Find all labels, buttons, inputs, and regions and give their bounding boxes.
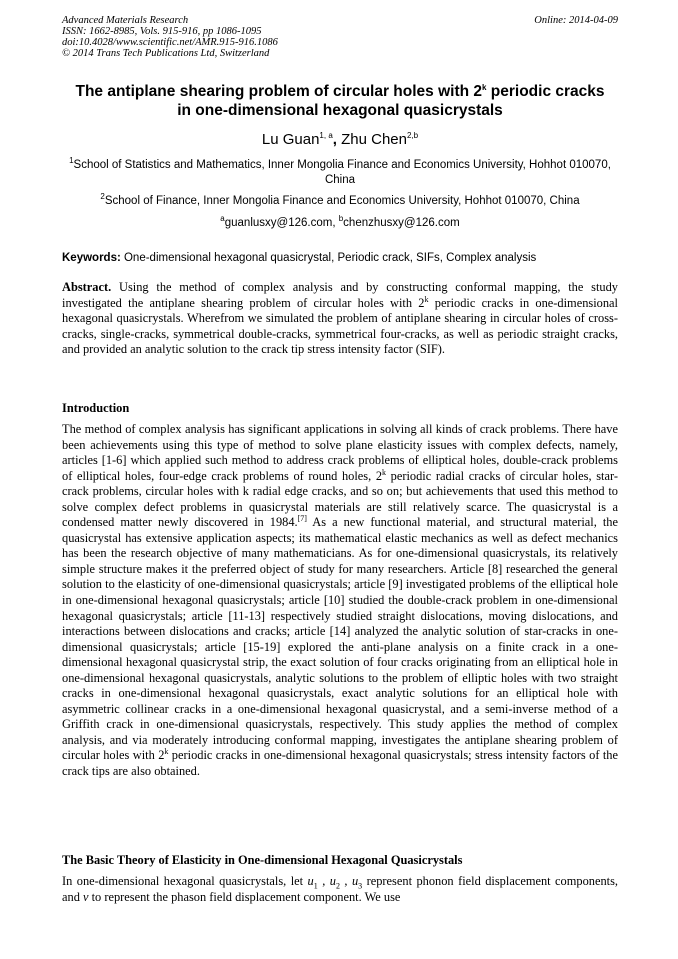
author-separator: , bbox=[332, 131, 342, 148]
journal-copyright: © 2014 Trans Tech Publications Ltd, Switzerland bbox=[62, 48, 270, 59]
intro-text-3: As a new functional material, and structural material, the quasicrystal has extensive application aspects; its mathematical elastic mechanics as well as defect mechanics has been the research objective of many mathematicians. As for one-dimensional quasicrystals, its relatively simple structure makes it the preferred object of study for many researchers. Article [8] researched the general solution to the elasticity of one-dimensional quasicrystals; article [9] investigated problems of the elliptical hole in one-dimensional hexagonal quasicrystals; article [10] studied the double-crack problem in one-dimensional hexagonal quasicrystals; article [11-13] respectively studied straight dislocations, moving dislocations, and interactions between dislocations and cracks; article [14] analyzed the analytic solution of star-cracks in one-dimensional quasicrystals; article [15-19] explored the anti-plane analysis on a finite crack in a one-dimensional hexagonal quasicrystal strip, the exact solution of four cracks originating from an elliptical hole in one-dimensional hexagonal quasicrystals, analytic solutions to the problem of elliptic holes with two straight cracks in one-dimensional hexagonal quasicrystals, exact analytic solutions for an elliptical hole with asymmetric collinear cracks in a one-dimensional hexagonal quasicrystal, and a semi-inverse method of a Griffith crack in one-dimensional quasicrystals, respectively. This study applies the method of complex analysis, and via moderately introducing conformal mapping, investigates the antiplane shearing problem of circular holes with 2 bbox=[62, 515, 618, 763]
journal-name: Advanced Materials Research bbox=[62, 15, 189, 26]
author-1: Lu Guan bbox=[261, 131, 320, 148]
comma-1: , bbox=[317, 874, 330, 888]
abstract-sup: k bbox=[424, 294, 429, 304]
comma-2: , bbox=[339, 874, 352, 888]
abstract-label: Abstract. bbox=[62, 280, 112, 294]
basic-theory-heading: The Basic Theory of Elasticity in One-dimensional Hexagonal Quasicrystals bbox=[62, 853, 463, 867]
affiliation-2-text: School of Finance, Inner Mongolia Finance and Economics University, Hohhot 010070, China bbox=[104, 195, 580, 207]
abstract-text-2: periodic cracks in one-dimensional hexagonal quasicrystals. Wherefrom we simulated the problem of antiplane shearing in circular holes of cross-cracks, single-cracks, symmetrical double-cracks, symmetrical four-cracks, as well as periodic straight cracks, and provided an analytic solution to the crack tip stress intensity factor (SIF). bbox=[62, 295, 618, 357]
authors bbox=[62, 131, 618, 149]
email-b-sup: b bbox=[338, 214, 344, 224]
intro-sup-3: k bbox=[164, 747, 169, 757]
author-emails bbox=[62, 216, 618, 231]
author-1-sup: 1, a bbox=[319, 131, 333, 140]
email-a[interactable]: guanlusxy@126.com, bbox=[224, 217, 339, 229]
var-u2: u bbox=[329, 874, 336, 888]
title-part2: periodic cracks bbox=[486, 83, 605, 100]
online-date: Online: 2014-04-09 bbox=[534, 15, 618, 26]
journal-header bbox=[62, 15, 618, 59]
var-u3: u bbox=[351, 874, 359, 888]
introduction-body bbox=[62, 422, 618, 780]
affiliation-2 bbox=[62, 194, 618, 209]
intro-sup-2: [7] bbox=[297, 514, 307, 524]
intro-text-1: The method of complex analysis has significant applications in solving all kinds of crack problems. There have been achievements using this type of method to solve plane elasticity issues with complex defects, namely, articles [1-6] which applied such method to address crack problems of elliptical holes, double-crack problems of elliptical holes, four-edge crack problems of round holes, 2 bbox=[62, 422, 618, 483]
intro-text-2: periodic radial cracks of circular holes, star-crack problems, circular holes with k radial edge cracks, and so on; but achievements that used this method to solve complex defect problems in quasicrystal materials are still relatively scarce. The quasicrystal is a condensed matter newly discovered in 1984. bbox=[62, 468, 618, 530]
affiliation-2-num: 2 bbox=[100, 192, 105, 202]
theory-text-2: represent phonon field displacement components, and bbox=[62, 874, 619, 904]
email-b[interactable]: chenzhusxy@126.com bbox=[343, 217, 460, 229]
journal-doi: doi:10.4028/www.scientific.net/AMR.915-916.1086 bbox=[62, 37, 278, 48]
title-part1: The antiplane shearing problem of circular holes with 2 bbox=[75, 83, 483, 100]
paper-title bbox=[62, 82, 618, 120]
author-2: Zhu Chen bbox=[341, 131, 407, 148]
theory-text-1: In one-dimensional hexagonal quasicrystals, let bbox=[62, 874, 308, 888]
email-a-sup: a bbox=[220, 214, 225, 224]
keywords bbox=[62, 251, 618, 266]
keywords-text: One-dimensional hexagonal quasicrystal, Periodic crack, SIFs, Complex analysis bbox=[120, 252, 537, 264]
affiliation-1-text: School of Statistics and Mathematics, Inner Mongolia Finance and Economics University, Hohhot 010070, China bbox=[73, 159, 611, 186]
theory-text-3: to represent the phason field displacement component. We use bbox=[88, 889, 401, 904]
keywords-label: Keywords: bbox=[62, 252, 121, 264]
title-sup: k bbox=[482, 82, 487, 92]
var-v: v bbox=[83, 889, 89, 904]
title-line2: in one-dimensional hexagonal quasicrystals bbox=[177, 102, 503, 119]
sub-1: 1 bbox=[313, 881, 318, 891]
journal-issn: ISSN: 1662-8985, Vols. 915-916, pp 1086-1095 bbox=[62, 26, 262, 37]
affiliation-1 bbox=[62, 158, 618, 188]
intro-text-4: periodic cracks in one-dimensional hexagonal quasicrystals; stress intensity factors of the crack tips are also obtained. bbox=[62, 748, 618, 779]
sub-3: 3 bbox=[358, 881, 363, 891]
intro-sup-1: k bbox=[382, 467, 387, 477]
var-u1: u bbox=[307, 874, 314, 888]
introduction-heading: Introduction bbox=[62, 401, 130, 415]
abstract bbox=[62, 280, 618, 358]
affiliation-1-num: 1 bbox=[69, 156, 74, 166]
basic-theory-body bbox=[62, 874, 618, 905]
author-2-sup: 2,b bbox=[406, 131, 419, 140]
sub-2: 2 bbox=[335, 881, 340, 891]
abstract-text-1: Using the method of complex analysis and by constructing conformal mapping, the study investigated the antiplane shearing problem of circular holes with 2 bbox=[62, 280, 618, 310]
